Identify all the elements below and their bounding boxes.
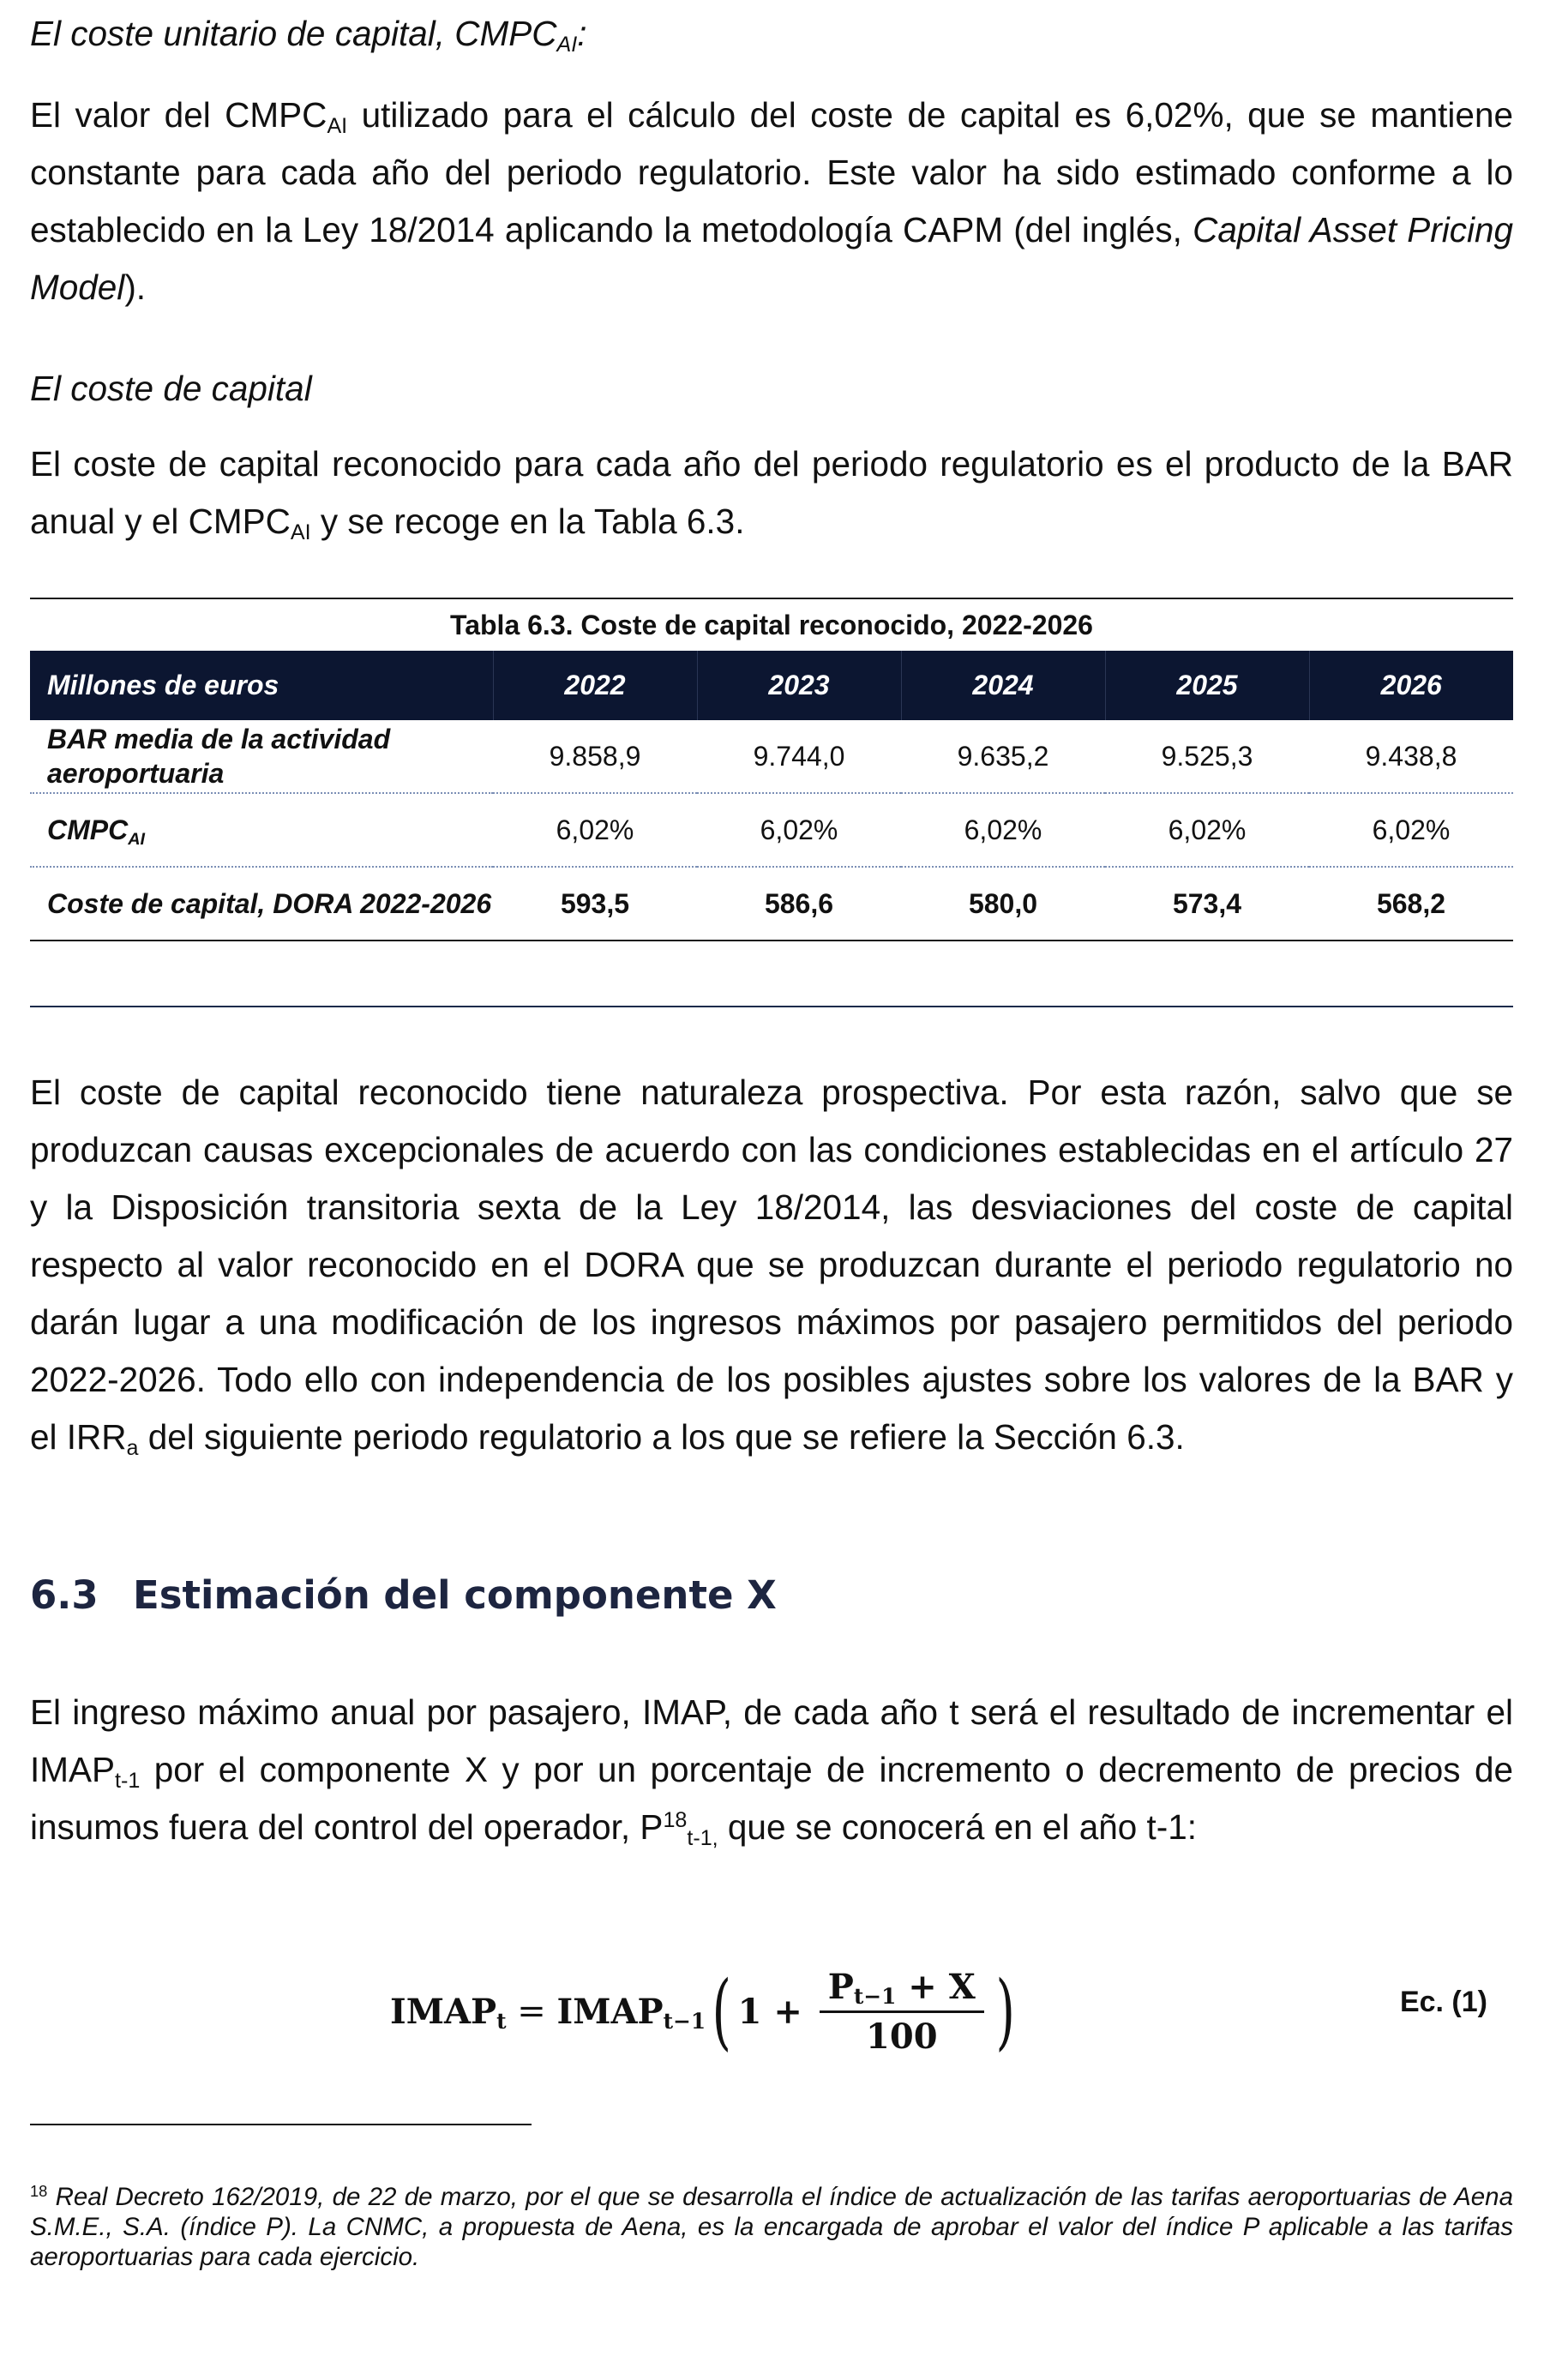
eq-fraction [820, 1967, 984, 2057]
paragraph-cmpc [30, 87, 1513, 316]
equation-body [390, 1960, 1021, 2063]
footnote-mark: 18 [30, 2181, 48, 2200]
para4-text-b: por el componente X y por un porcentaje de incremento o decremento de precios de insumos fuera del control del operador, P [30, 1750, 1513, 1847]
paragraph-coste-capital [30, 436, 1513, 550]
table-coste-capital [30, 598, 1513, 941]
row-label: BAR media de la actividad aeroportuaria [30, 720, 493, 793]
eq-denominator: 100 [866, 2016, 938, 2057]
para2-text-a: El coste de capital reconocido para cada año del periodo regulatorio es el producto de la BAR anual y el CMPC [30, 444, 1513, 541]
table-title: Tabla 6.3. Coste de capital reconocido, 2022-2026 [450, 610, 1093, 640]
row-label [30, 793, 493, 867]
table-cell: 568,2 [1309, 867, 1513, 941]
eq-rhs-sub: t−1 [663, 2009, 706, 2034]
subheading-text: El coste unitario de capital, CMPC [30, 14, 557, 53]
para4-sub: t-1 [115, 1769, 141, 1794]
footnote-text: Real Decreto 162/2019, de 22 de marzo, por el que se desarrolla el índice de actualización de las tarifas aeroportuarias de Aena S.M.E., S.A. (índice P). La CNMC, a propuesta de Aena, es la encargada de aprobar el valor del índice P aplicable a las tarifas aeroportuarias para cada ejercicio. [30, 2183, 1513, 2271]
eq-num-rest: + X [896, 1966, 976, 2007]
para3-text-a: El coste de capital reconocido tiene naturaleza prospectiva. Por esta razón, salvo que se produzcan causas excepcionales de acuerdo con las condiciones establecidas en el artículo 27 y la Disposición transitoria sexta de la Ley 18/2014, las desviaciones del coste de capital respecto al valor reconocido en el DORA que se produzcan durante el periodo regulatorio no darán lugar a una modificación de los ingresos máximos por pasajero permitidos del periodo 2022-2026. Todo ello con independencia de los posibles ajustes sobre los valores de la BAR y el IRR [30, 1073, 1513, 1457]
footnote-ref: 18 [663, 1808, 688, 1833]
eq-lhs-sub: t [496, 2009, 507, 2034]
table-cell: 6,02% [1105, 793, 1309, 867]
eq-rhs-text: IMAP [556, 1991, 664, 2032]
para1-text-c: ). [124, 267, 147, 307]
equation [30, 1953, 1513, 2073]
row-label-text: CMPC [47, 814, 129, 845]
table-row [30, 793, 1513, 867]
table-cell: 9.525,3 [1105, 720, 1309, 793]
section-heading [30, 1572, 777, 1618]
section-title: Estimación del componente X [133, 1572, 777, 1618]
row-label: Coste de capital, DORA 2022-2026 [30, 867, 493, 941]
header-cell: 2023 [697, 651, 901, 720]
row-label-sub: AI [128, 829, 146, 849]
paragraph-naturaleza [30, 1064, 1513, 1466]
eq-one-plus: 1 + [737, 1991, 814, 2032]
footnote-separator [30, 2124, 532, 2125]
para1-text-b: utilizado para el cálculo del coste de capital es 6,02%, que se mantiene constante para cada año del periodo regulatorio. Este valor ha sido estimado conforme a lo establecido en la Ley 18/2014 aplicando la metodología CAPM (del inglés, [30, 95, 1514, 249]
table-cell: 586,6 [697, 867, 901, 941]
eq-num-p: P [827, 1966, 854, 2007]
left-paren: ( [712, 1963, 732, 2059]
para4-text-a: El ingreso máximo anual por pasajero, IMAP, de cada año t será el resultado de incrementar el IMAP [30, 1692, 1513, 1789]
para1-sub: AI [327, 114, 348, 139]
eq-lhs [390, 1992, 507, 2032]
subheading-cmpc [30, 5, 1513, 63]
header-cell: 2022 [493, 651, 697, 720]
table-cell: 6,02% [493, 793, 697, 867]
eq-rhs [557, 1992, 706, 2032]
table-cell: 9.438,8 [1309, 720, 1513, 793]
para2-text-b: y se recoge en la Tabla 6.3. [310, 502, 745, 541]
table-cell: 6,02% [697, 793, 901, 867]
table-cell: 573,4 [1105, 867, 1309, 941]
table-cell: 6,02% [901, 793, 1105, 867]
table-cell: 9.744,0 [697, 720, 901, 793]
para4-text-c: que se conocerá en el año t-1: [718, 1807, 1198, 1847]
table-row [30, 867, 1513, 941]
equation-label: Ec. (1) [1399, 1986, 1487, 2018]
table-header-row [30, 651, 1513, 720]
data-table [30, 651, 1513, 941]
table-cell: 580,0 [901, 867, 1105, 941]
subheading-subscript: AI [556, 33, 578, 57]
eq-num-p-sub: t−1 [853, 1984, 897, 2010]
section-number: 6.3 [30, 1572, 99, 1618]
para3-text-b: del siguiente periodo regulatorio a los que se refiere la Sección 6.3. [138, 1417, 1185, 1457]
header-cell: 2024 [901, 651, 1105, 720]
paragraph-imap [30, 1684, 1513, 1856]
table-row [30, 720, 1513, 793]
para4-sub2: t-1, [687, 1826, 718, 1851]
para1-text-a: El valor del CMPC [30, 95, 327, 135]
header-cell: Millones de euros [30, 651, 493, 720]
subheading-colon: : [577, 14, 587, 53]
table-bottom-rule [30, 1006, 1513, 1007]
table-cell: 9.858,9 [493, 720, 697, 793]
eq-lhs-text: IMAP [390, 1991, 497, 2032]
header-cell: 2025 [1105, 651, 1309, 720]
table-cell: 9.635,2 [901, 720, 1105, 793]
eq-sign: = [506, 1992, 557, 2031]
right-paren: ) [995, 1963, 1015, 2059]
eq-numerator [820, 1967, 984, 2013]
table-cell: 6,02% [1309, 793, 1513, 867]
footnote [30, 2182, 1513, 2272]
para1-italic: Capital Asset Pricing Model [30, 210, 1513, 307]
table-cell: 593,5 [493, 867, 697, 941]
header-cell: 2026 [1309, 651, 1513, 720]
para2-sub: AI [290, 520, 311, 545]
para3-sub: a [126, 1436, 139, 1461]
subheading-coste-capital: El coste de capital [30, 369, 312, 408]
